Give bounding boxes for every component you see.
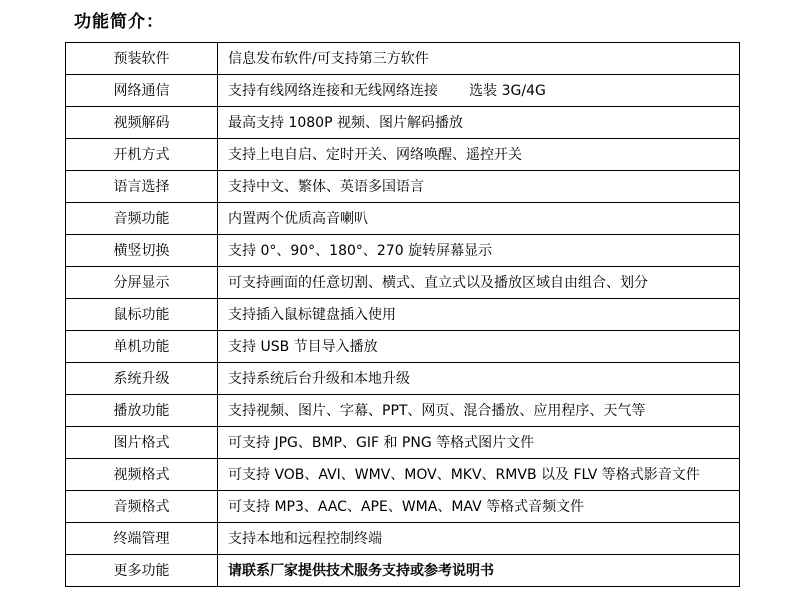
feature-description-cell: 支持系统后台升级和本地升级: [218, 363, 740, 395]
section-heading: 功能简介：: [74, 12, 164, 32]
feature-name-cell: 视频解码: [66, 107, 218, 139]
table-row: [66, 331, 740, 363]
feature-name-cell: 音频格式: [66, 491, 218, 523]
feature-name-cell: 网络通信: [66, 75, 218, 107]
feature-name-cell: 更多功能: [66, 555, 218, 587]
feature-description-cell: 支持视频、图片、字幕、PPT、网页、混合播放、应用程序、天气等: [218, 395, 740, 427]
feature-description-cell: 可支持 MP3、AAC、APE、WMA、MAV 等格式音频文件: [218, 491, 740, 523]
feature-description-cell: 内置两个优质高音喇叭: [218, 203, 740, 235]
table-row: [66, 523, 740, 555]
feature-description-cell: 支持 USB 节目导入播放: [218, 331, 740, 363]
feature-name-cell: 终端管理: [66, 523, 218, 555]
table-row: [66, 203, 740, 235]
feature-description-cell: 可支持 JPG、BMP、GIF 和 PNG 等格式图片文件: [218, 427, 740, 459]
feature-name-cell: 鼠标功能: [66, 299, 218, 331]
feature-name-cell: 分屏显示: [66, 267, 218, 299]
feature-description-cell: 可支持画面的任意切割、横式、直立式以及播放区域自由组合、划分: [218, 267, 740, 299]
table-row: [66, 267, 740, 299]
feature-name-cell: 横竖切换: [66, 235, 218, 267]
feature-description-cell: 请联系厂家提供技术服务支持或参考说明书: [218, 555, 740, 587]
table-row: [66, 139, 740, 171]
feature-table: [65, 42, 740, 587]
table-row: [66, 555, 740, 587]
feature-name-cell: 开机方式: [66, 139, 218, 171]
table-row: [66, 427, 740, 459]
table-row: [66, 75, 740, 107]
feature-name-cell: 单机功能: [66, 331, 218, 363]
feature-description-cell: 最高支持 1080P 视频、图片解码播放: [218, 107, 740, 139]
table-row: [66, 235, 740, 267]
table-row: [66, 299, 740, 331]
table-row: [66, 395, 740, 427]
table-row: [66, 459, 740, 491]
feature-table-body: [66, 43, 740, 587]
table-row: [66, 171, 740, 203]
feature-description-cell: 信息发布软件/可支持第三方软件: [218, 43, 740, 75]
feature-description-cell: 支持 0°、90°、180°、270 旋转屏幕显示: [218, 235, 740, 267]
feature-name-cell: 视频格式: [66, 459, 218, 491]
feature-name-cell: 播放功能: [66, 395, 218, 427]
feature-description-cell: 支持有线网络连接和无线网络连接 选装 3G/4G: [218, 75, 740, 107]
table-row: [66, 363, 740, 395]
feature-name-cell: 系统升级: [66, 363, 218, 395]
feature-description-cell: 可支持 VOB、AVI、WMV、MOV、MKV、RMVB 以及 FLV 等格式影音文件: [218, 459, 740, 491]
table-row: [66, 43, 740, 75]
feature-description-cell: 支持中文、繁体、英语多国语言: [218, 171, 740, 203]
feature-description-cell: 支持插入鼠标键盘插入使用: [218, 299, 740, 331]
feature-name-cell: 图片格式: [66, 427, 218, 459]
table-row: [66, 107, 740, 139]
feature-name-cell: 预装软件: [66, 43, 218, 75]
feature-name-cell: 语言选择: [66, 171, 218, 203]
feature-name-cell: 音频功能: [66, 203, 218, 235]
feature-description-cell: 支持上电自启、定时开关、网络唤醒、遥控开关: [218, 139, 740, 171]
feature-description-cell: 支持本地和远程控制终端: [218, 523, 740, 555]
table-row: [66, 491, 740, 523]
